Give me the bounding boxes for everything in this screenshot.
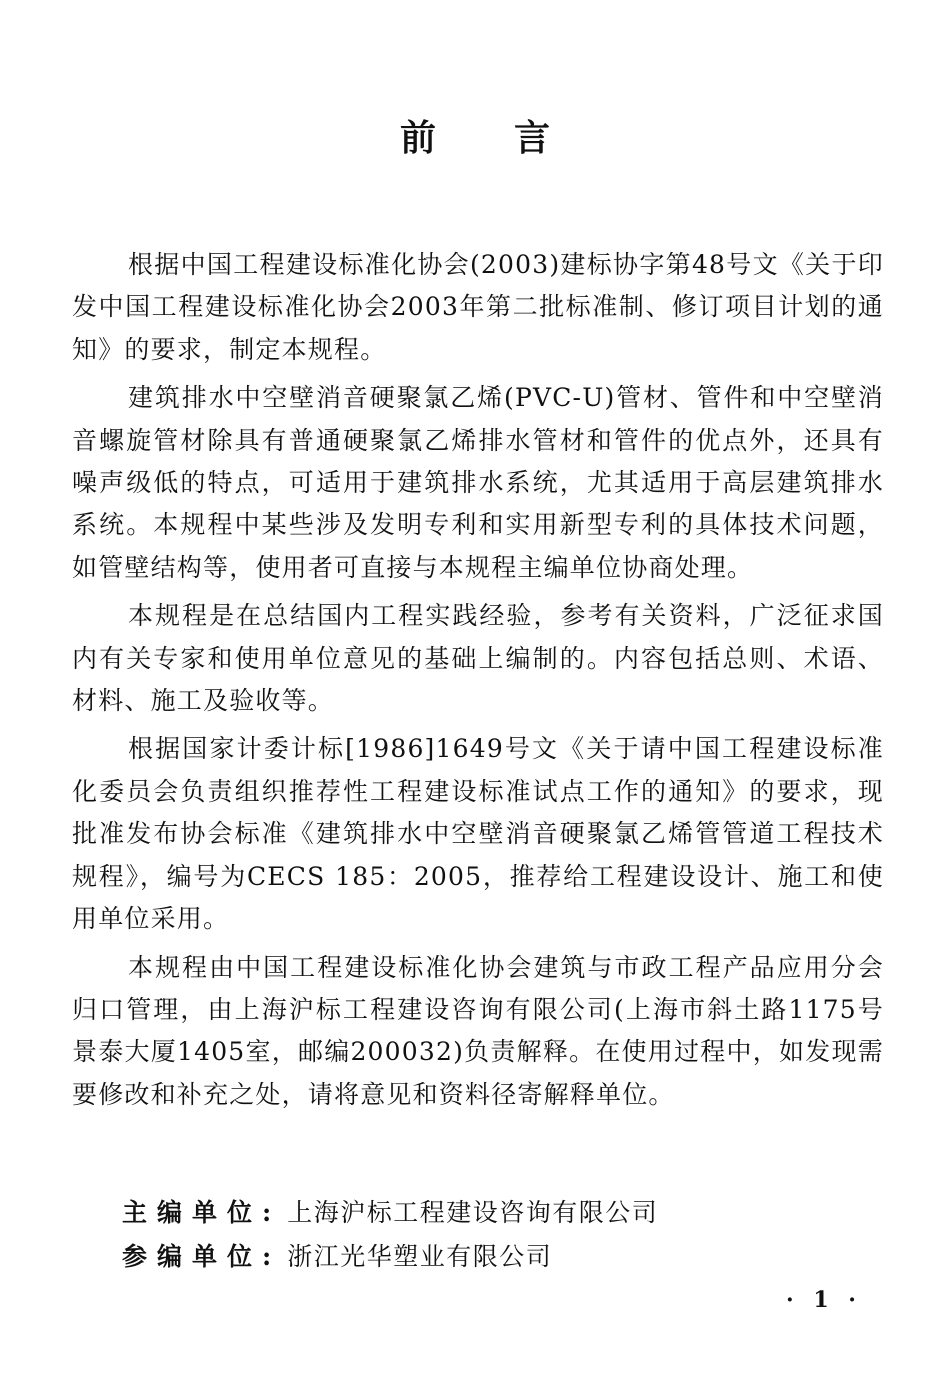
paragraph-2: 建筑排水中空壁消音硬聚氯乙烯(PVC-U)管材、管件和中空壁消音螺旋管材除具有普通硬聚氯乙烯排水管材和管件的优点外，还具有噪声级低的特点，可适用于建筑排水系统，尤其适用于高层建筑排水系统。本规程中某些涉及发明专利和实用新型专利的具体技术问题，如管壁结构等，使用者可直接与本规程主编单位协商处理。 — [72, 383, 884, 582]
paragraph-1: 根据中国工程建设标准化协会(2003)建标协字第48号文《关于印发中国工程建设标准化协会2003年第二批标准制、修订项目计划的通知》的要求，制定本规程。 — [72, 250, 884, 364]
page-number: · 1 · — [786, 1287, 862, 1313]
participating-label: 参编单位: — [122, 1242, 282, 1271]
participating-unit — [122, 1240, 822, 1274]
paragraph-3: 本规程是在总结国内工程实践经验，参考有关资料，广泛征求国内有关专家和使用单位意见的基础上编制的。内容包括总则、术语、材料、施工及验收等。 — [72, 601, 884, 716]
chief-editor-label: 主编单位: — [122, 1198, 282, 1227]
page-title: 前言 — [399, 117, 628, 159]
paragraph-4: 根据国家计委计标[1986]1649号文《关于请中国工程建设标准化委员会负责组织推荐性工程建设标准试点工作的通知》的要求，现批准发布协会标准《建筑排水中空壁消音硬聚氯乙烯管管道工程技术规程》，编号为CECS 185：2005，推荐给工程建设设计、施工和使用单位采用。 — [72, 734, 885, 934]
participating-value: 浙江光华塑业有限公司 — [287, 1242, 553, 1271]
chief-editor-unit — [122, 1196, 822, 1230]
chief-editor-value: 上海沪标工程建设咨询有限公司 — [287, 1198, 659, 1227]
preface-body — [72, 244, 884, 1116]
paragraph-5: 本规程由中国工程建设标准化协会建筑与市政工程产品应用分会归口管理，由上海沪标工程建设咨询有限公司(上海市斜土路1175号景泰大厦1405室，邮编200032)负责解释。在使用过程中，如发现需要修改和补充之处，请将意见和资料径寄解释单位。 — [72, 952, 884, 1109]
